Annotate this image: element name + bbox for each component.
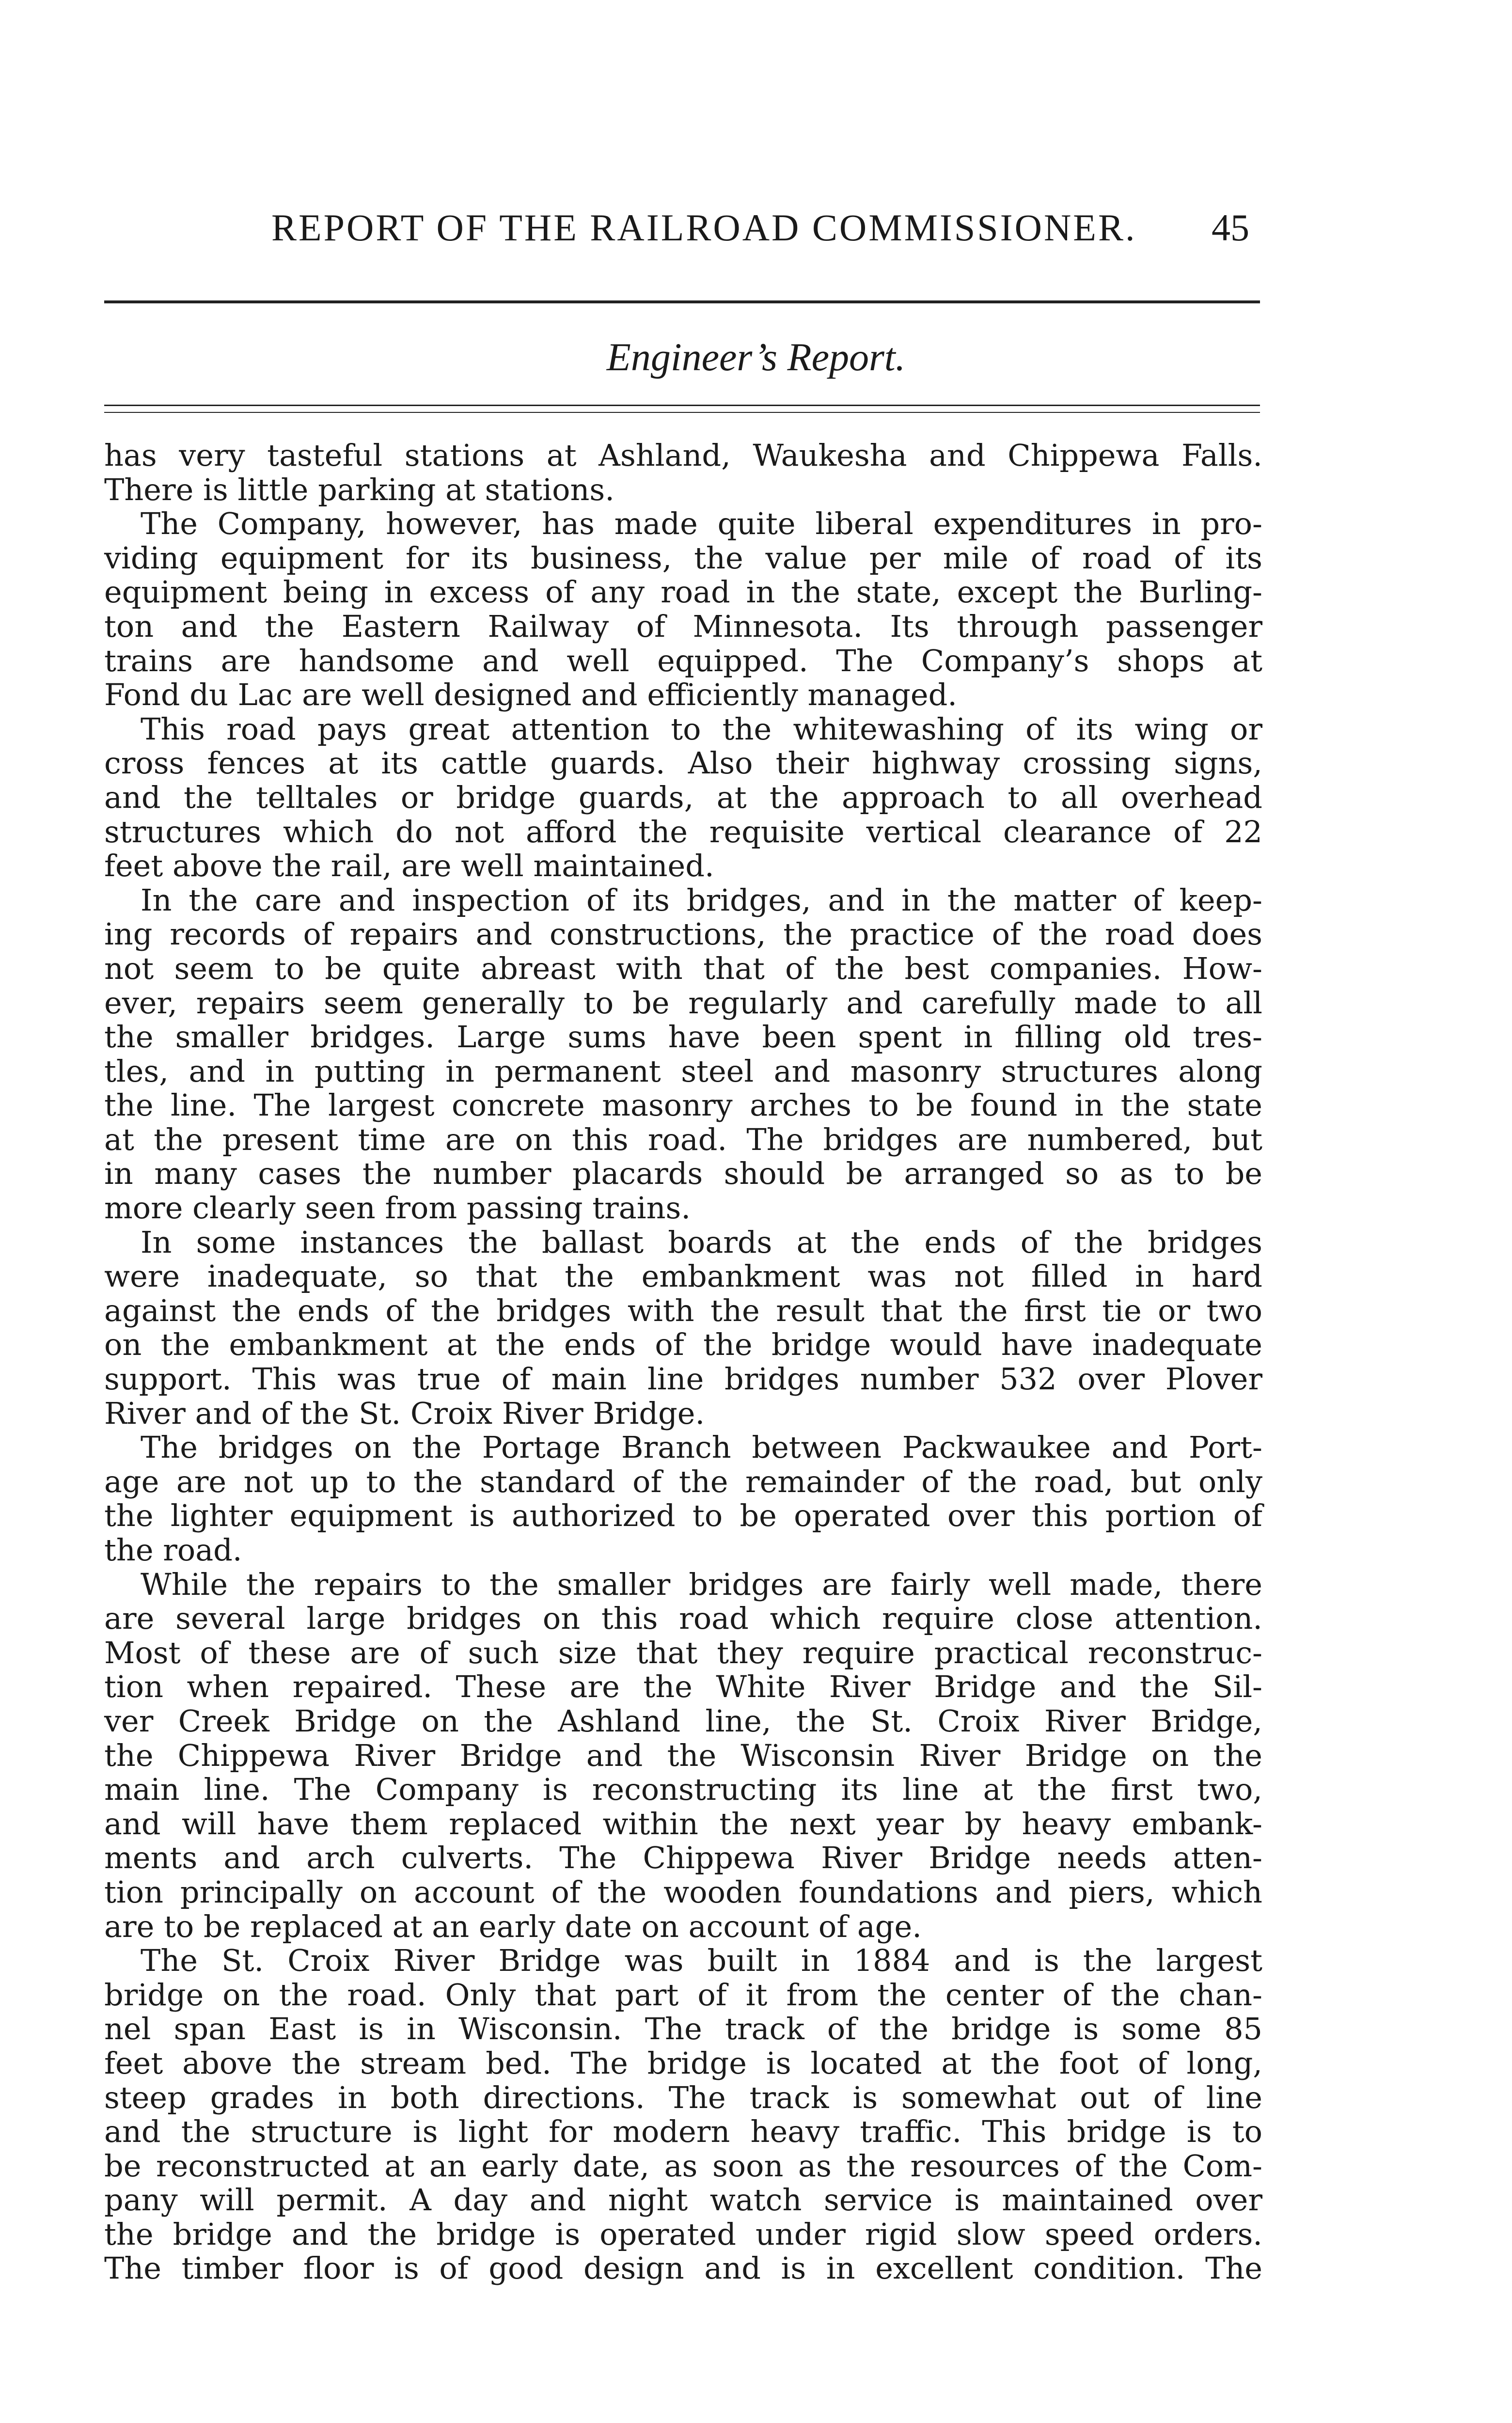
text-line: ver Creek Bridge on the Ashland line, the St. Croix River Bridge, [104, 1703, 1262, 1739]
text-line: main line. The Company is reconstructing its line at the first two, [104, 1772, 1262, 1808]
text-line: and will have them replaced within the next year by heavy embank- [104, 1806, 1262, 1841]
text-line: pany will permit. A day and night watch service is maintained over [104, 2182, 1262, 2218]
text-line: the bridge and the bridge is operated under rigid slow speed orders. [104, 2216, 1262, 2252]
paragraph-start-line: While the repairs to the smaller bridges are fairly well made, there [141, 1566, 1262, 1602]
text-line: feet above the stream bed. The bridge is located at the foot of long, [104, 2045, 1262, 2081]
text-line: ments and arch culverts. The Chippewa River Bridge needs atten- [104, 1840, 1262, 1876]
paragraph-start-line: The St. Croix River Bridge was built in 1884 and is the largest [141, 1943, 1262, 1979]
text-line: more clearly seen from passing trains. [104, 1190, 691, 1226]
text-line: Most of these are of such size that they require practical reconstruc- [104, 1635, 1262, 1670]
text-line: on the embankment at the ends of the bridge would have inadequate [104, 1327, 1262, 1363]
text-line: ing records of repairs and constructions, the practice of the road does [104, 916, 1262, 952]
paragraph-start-line: The Company, however, has made quite liberal expenditures in pro- [141, 506, 1262, 542]
text-line: were inadequate, so that the embankment was not filled in hard [104, 1259, 1262, 1294]
text-line: the smaller bridges. Large sums have been spent in filling old tres- [104, 1019, 1262, 1055]
text-line: ever, repairs seem generally to be regularly and carefully made to all [104, 985, 1262, 1021]
page-number: 45 [1212, 206, 1249, 249]
text-line: tles, and in putting in permanent steel and masonry structures along [104, 1053, 1262, 1089]
paragraph-start-line: This road pays great attention to the whitewashing of its wing or [141, 711, 1262, 747]
text-line: age are not up to the standard of the remainder of the road, but only [104, 1463, 1262, 1499]
text-line: are several large bridges on this road which require close attention. [104, 1601, 1262, 1636]
text-line: has very tasteful stations at Ashland, Waukesha and Chippewa Falls. [104, 438, 1262, 473]
text-line: against the ends of the bridges with the result that the first tie or two [104, 1292, 1262, 1328]
text-line: equipment being in excess of any road in the state, except the Burling- [104, 574, 1262, 610]
header-rule [104, 300, 1260, 303]
text-line: tion principally on account of the wooden foundations and piers, which [104, 1874, 1262, 1910]
section-title: Engineer’s Report. [606, 335, 906, 379]
text-line: structures which do not afford the requisite vertical clearance of 22 [104, 814, 1262, 850]
text-line: the Chippewa River Bridge and the Wisconsin River Bridge on the [104, 1737, 1262, 1773]
text-line: Fond du Lac are well designed and efficiently managed. [104, 677, 957, 713]
paragraph-start-line: In some instances the ballast boards at the ends of the bridges [141, 1224, 1262, 1260]
text-line: the line. The largest concrete masonry arches to be found in the state [104, 1087, 1262, 1123]
paragraph-start-line: The bridges on the Portage Branch between Packwaukee and Port- [141, 1430, 1262, 1465]
text-line: ton and the Eastern Railway of Minnesota. Its through passenger [104, 608, 1262, 644]
text-line: cross fences at its cattle guards. Also their highway crossing signs, [104, 745, 1262, 781]
text-line: River and of the St. Croix River Bridge. [104, 1395, 705, 1431]
section-rule [104, 405, 1260, 406]
text-line: are to be replaced at an early date on account of age. [104, 1908, 922, 1944]
text-line: at the present time are on this road. The bridges are numbered, but [104, 1121, 1262, 1157]
text-line: the road. [104, 1532, 242, 1568]
text-line: feet above the rail, are well maintained. [104, 848, 714, 884]
text-line: tion when repaired. These are the White River Bridge and the Sil- [104, 1669, 1262, 1705]
running-head: REPORT OF THE RAILROAD COMMISSIONER. [271, 206, 1137, 249]
text-line: nel span East is in Wisconsin. The track of the bridge is some 85 [104, 2011, 1262, 2047]
text-line: support. This was true of main line bridges number 532 over Plover [104, 1361, 1262, 1397]
text-line: bridge on the road. Only that part of it from the center of the chan- [104, 1977, 1262, 2013]
text-line: viding equipment for its business, the value per mile of road of its [104, 540, 1262, 576]
text-line: trains are handsome and well equipped. The Company’s shops at [104, 643, 1262, 678]
section-rule-double [104, 412, 1260, 413]
text-line: in many cases the number placards should be arranged so as to be [104, 1156, 1262, 1192]
text-line: The timber floor is of good design and is in excellent condition. The [104, 2250, 1262, 2286]
paragraph-start-line: In the care and inspection of its bridges, and in the matter of keep- [141, 882, 1262, 918]
text-line: the lighter equipment is authorized to be operated over this portion of [104, 1498, 1262, 1534]
text-line: There is little parking at stations. [104, 472, 614, 507]
text-line: and the structure is light for modern heavy traffic. This bridge is to [104, 2114, 1262, 2150]
text-line: and the telltales or bridge guards, at the approach to all overhead [104, 779, 1262, 815]
text-line: steep grades in both directions. The track is somewhat out of line [104, 2079, 1262, 2115]
text-line: be reconstructed at an early date, as soon as the resources of the Com- [104, 2148, 1262, 2184]
body-text [104, 439, 1262, 2286]
text-line: not seem to be quite abreast with that of the best companies. How- [104, 950, 1262, 986]
